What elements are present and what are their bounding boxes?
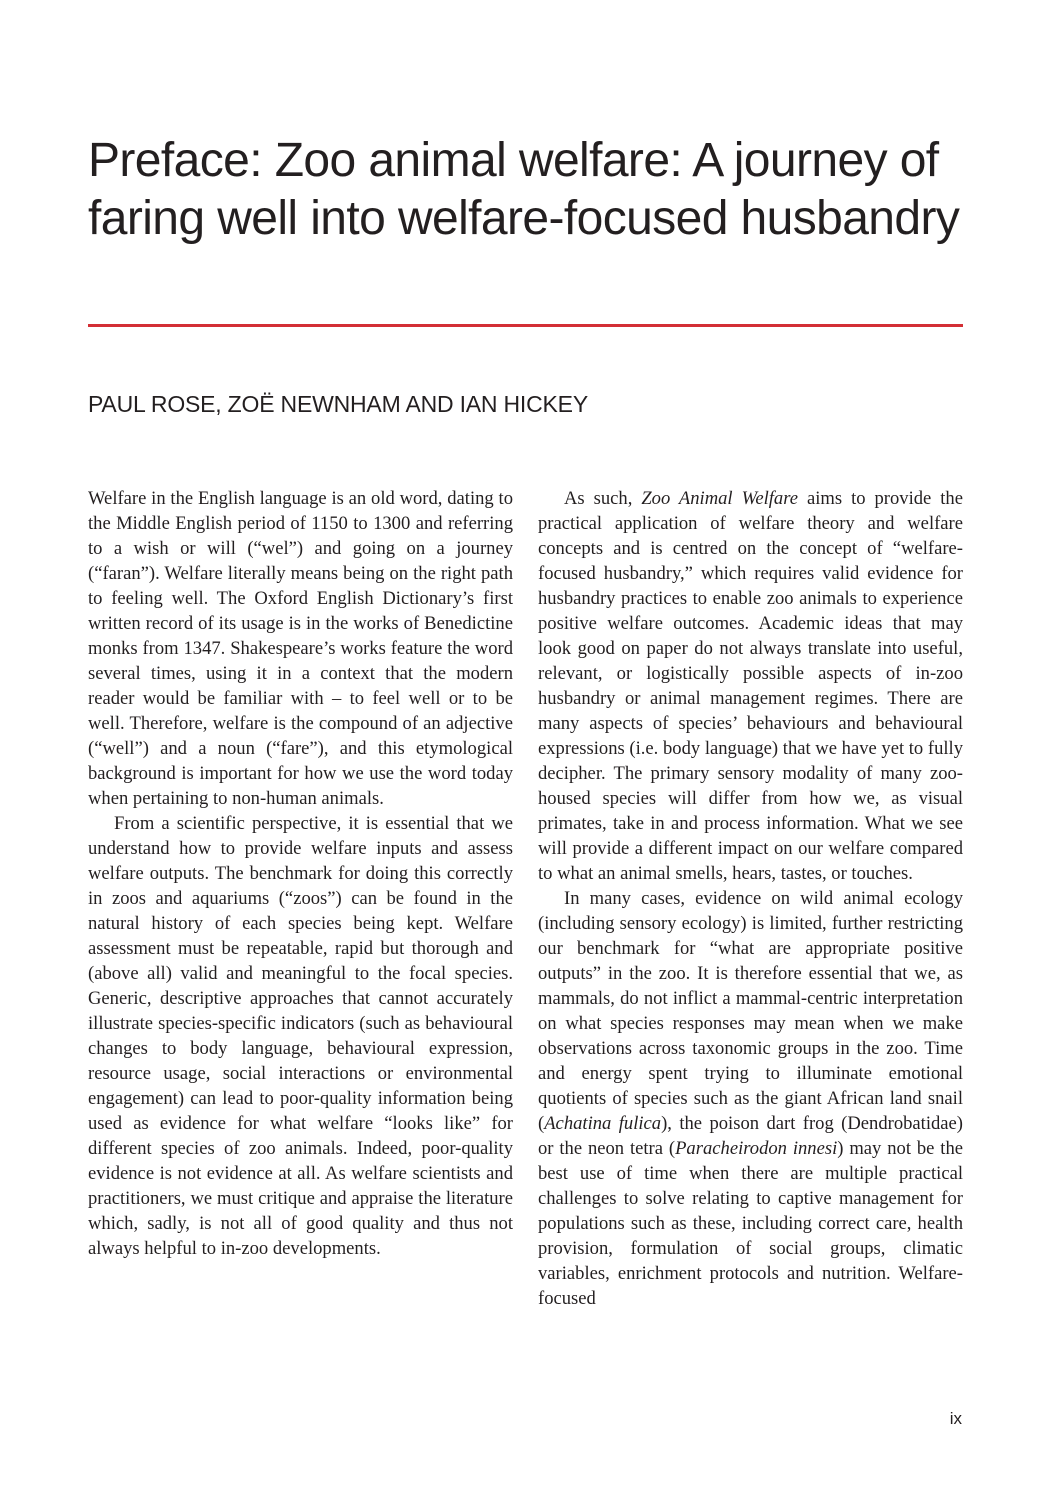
paragraph-3-text-start: As such, bbox=[564, 488, 642, 509]
paragraph-4-text-a: In many cases, evidence on wild animal ecology (including sensory ecology) is limited, further restricting our benchmark for “what are appropriate positive outputs” in the zoo. It is therefore essential that we, as mammals, do not inflict a mammal-centric interpretation on what species responses may mean when we make observations across taxonomic groups in the zoo. Time and energy spent trying to illuminate emotional quotients of species such as the giant African land snail ( bbox=[538, 888, 963, 1134]
paragraph-3-text-rest: aims to provide the practical application of welfare theory and welfare concepts and is centred on the concept of “welfare-focused husbandry,” which requires valid evidence for husbandry practices to enable zoo animals to experience positive welfare outcomes. Academic ideas that may look good on paper do not always translate into useful, relevant, or logistically possible aspects of in-zoo husbandry or animal management regimes. There are many aspects of species’ behaviours and behavioural expressions (i.e. body language) that we have yet to fully decipher. The primary sensory modality of many zoo-housed species will differ from how we, as visual primates, take in and process information. What we see will provide a different impact on our welfare compared to what an animal smells, hears, tastes, or touches. bbox=[538, 488, 963, 884]
title-divider bbox=[88, 324, 963, 327]
book-title-italic: Zoo Animal Welfare bbox=[641, 488, 799, 509]
species-name-tetra: Paracheirodon innesi bbox=[675, 1138, 838, 1159]
author-line: PAUL ROSE, ZOË NEWNHAM AND IAN HICKEY bbox=[88, 391, 588, 417]
paragraph-2: From a scientific perspective, it is essential that we understand how to provide welfare inputs and assess welfare outputs. The benchmark for doing this correctly in zoos and aquariums (“zoos”) can be found in the natural history of each species being kept. Welfare assessment must be repeatable, rapid but thorough and (above all) valid and meaningful to the focal species. Generic, descriptive approaches that cannot accurately illustrate species-specific indicators (such as behavioural changes to body language, behavioural expression, resource usage, social interactions or environmental engagement) can lead to poor-quality information being used as evidence for what welfare “looks like” for different species of zoo animals. Indeed, poor-quality evidence is not evidence at all. As welfare scientists and practitioners, we must critique and appraise the literature which, sadly, is not all of good quality and thus not always helpful to in-zoo developments. bbox=[88, 813, 513, 1259]
text-column-left bbox=[88, 486, 513, 1261]
paragraph-4 bbox=[538, 886, 963, 1311]
paragraph-1: Welfare in the English language is an old word, dating to the Middle English period of 1150 to 1300 and referring to a wish or will (“wel”) and going on a journey (“faran”). Welfare literally means being on the right path to feeling well. The Oxford English Dictionary’s first written record of its usage is in the works of Benedictine monks from 1347. Shakespeare’s works feature the word several times, using it in a context that the modern reader would be familiar with – to feel well or to be well. Therefore, welfare is the compound of an adjective (“well”) and a noun (“fare”), and this etymological background is important for how we use the word today when pertaining to non-human animals. bbox=[88, 488, 513, 809]
species-name-snail: Achatina fulica bbox=[544, 1113, 662, 1134]
text-column-right bbox=[538, 486, 963, 1311]
page-number: ix bbox=[949, 1409, 962, 1428]
paragraph-4-text-b: ), the poison dart frog (Dendrobatidae) or the neon tetra ( bbox=[538, 1113, 963, 1159]
paragraph-4-text-c: ) may not be the best use of time when there are multiple practical challenges to solve relating to captive management for populations such as these, including correct care, health provision, formulation of social groups, climatic variables, enrichment protocols and nutrition. Welfare-focused bbox=[538, 1138, 963, 1309]
page-title: Preface: Zoo animal welfare: A journey of faring well into welfare-focused husbandry bbox=[88, 134, 960, 245]
paragraph-3 bbox=[538, 486, 963, 886]
